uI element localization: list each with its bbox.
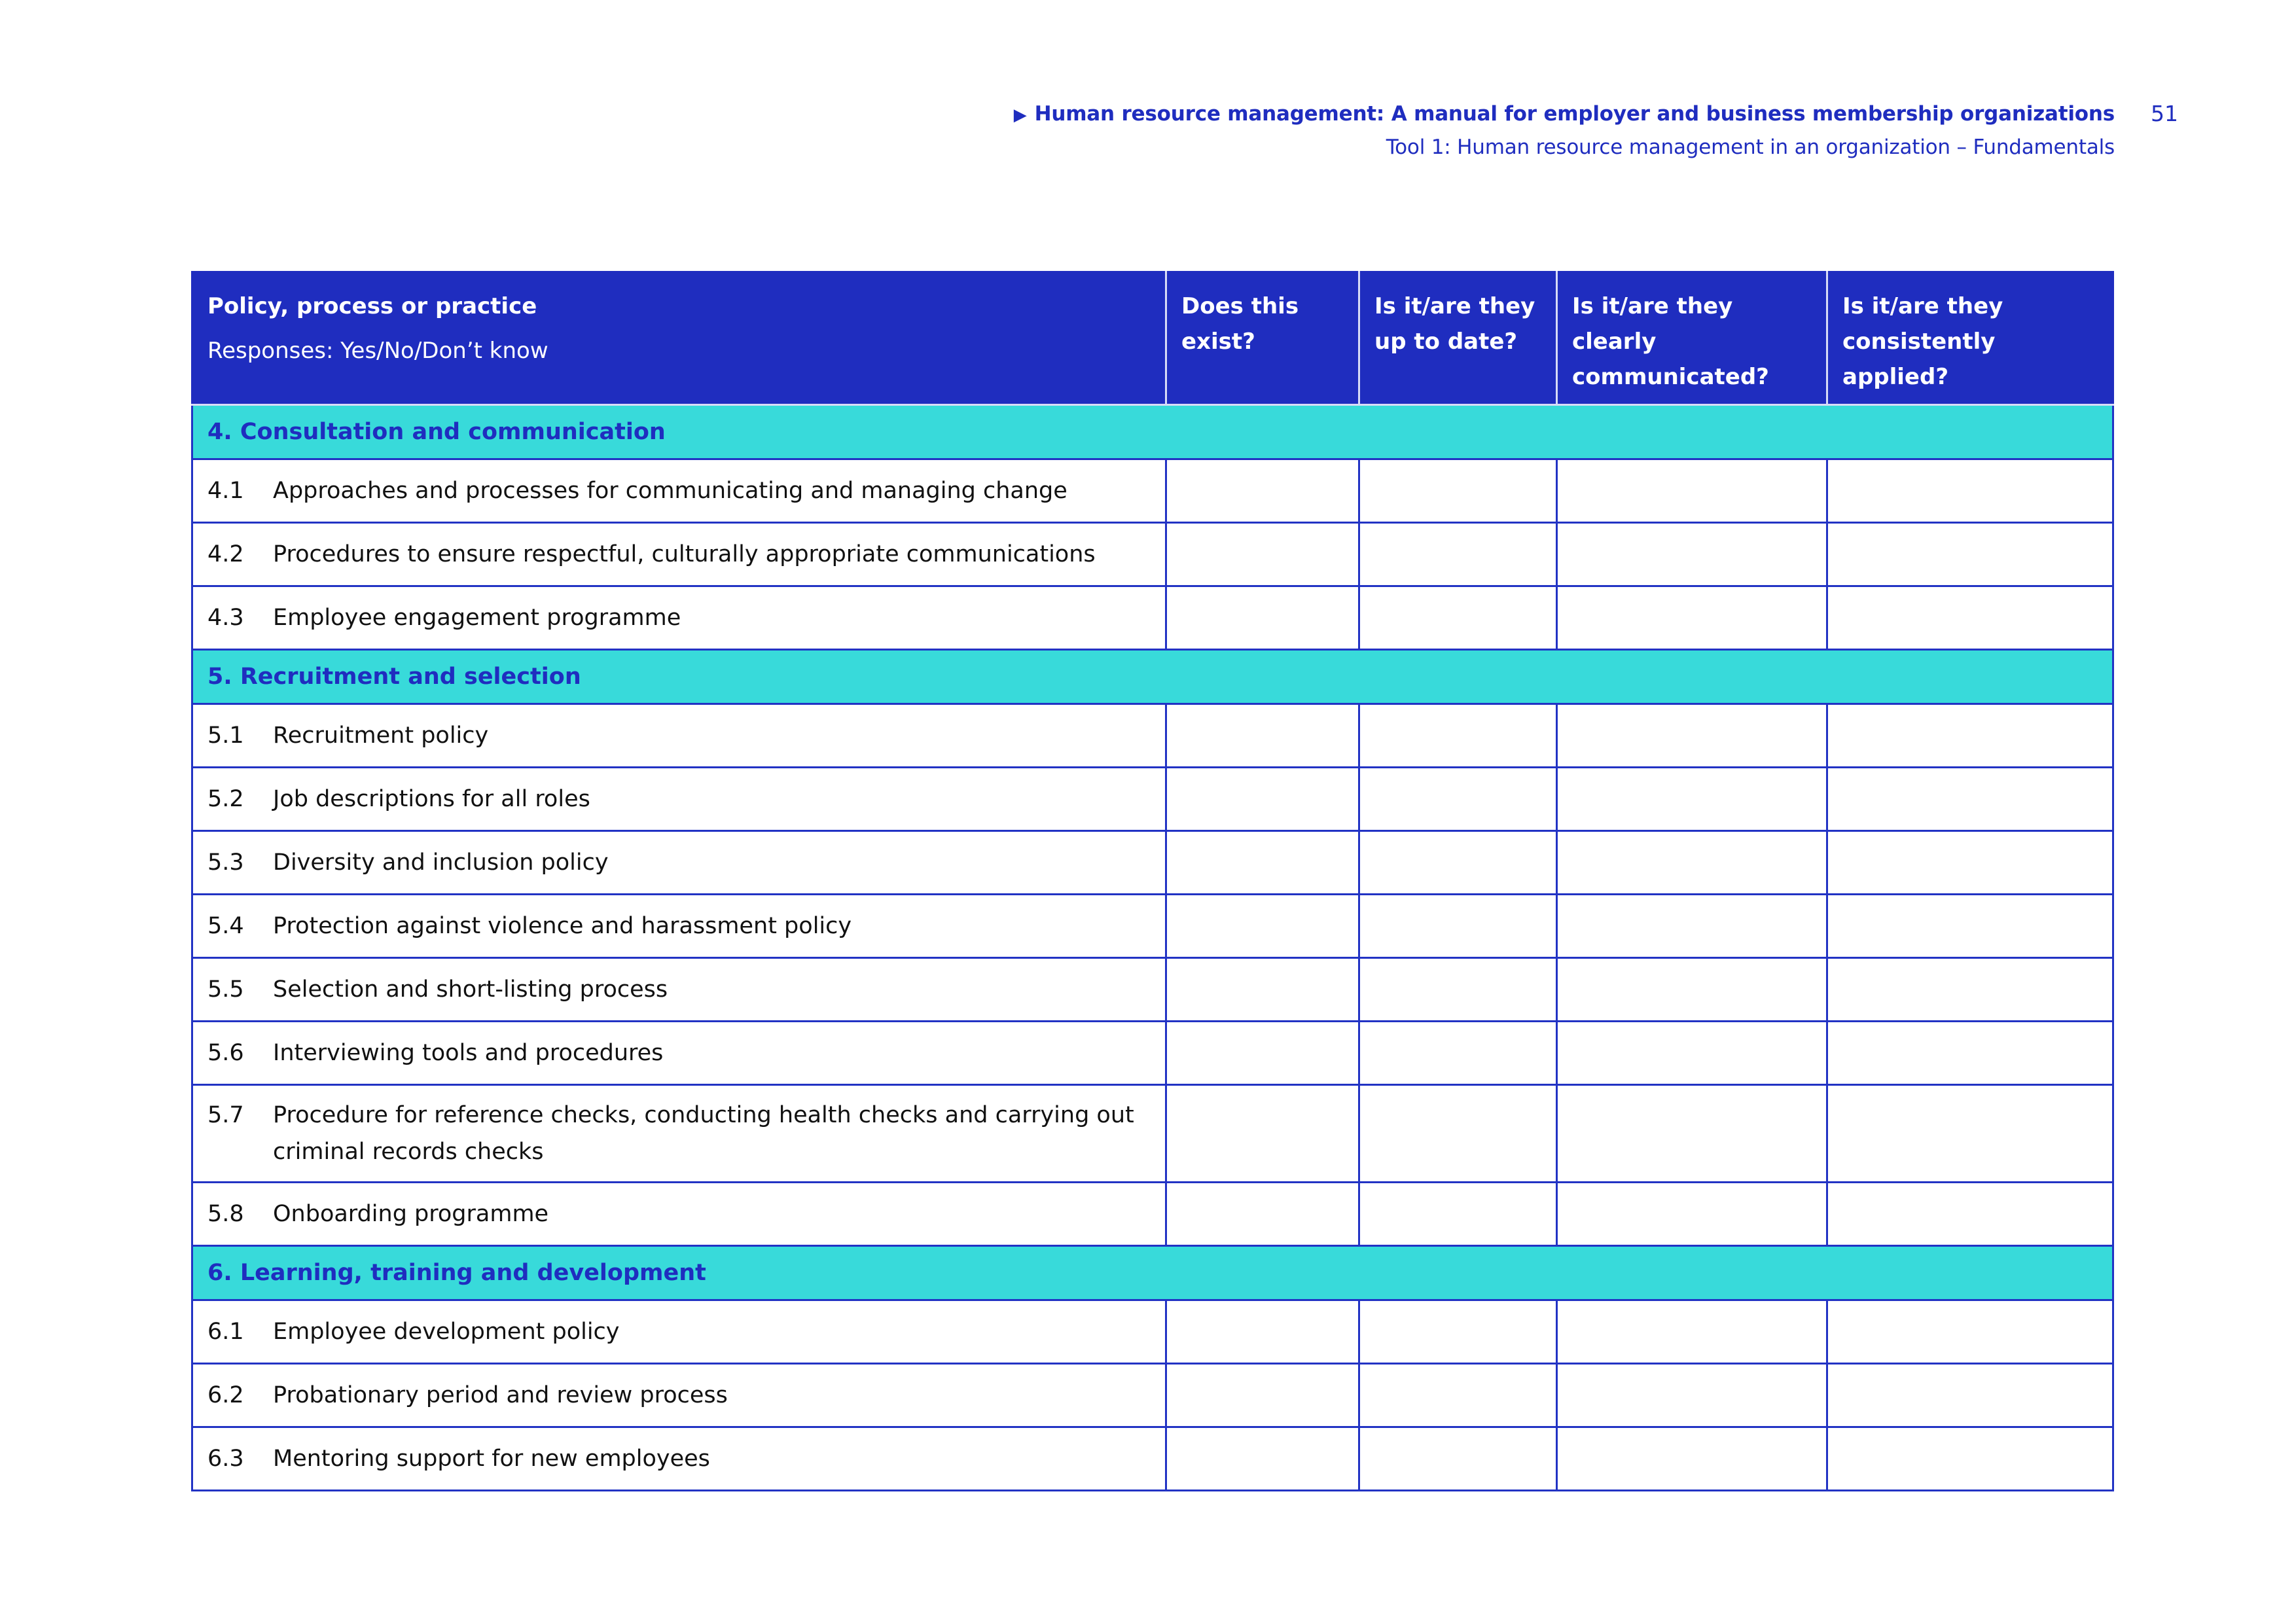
response-cell-exist[interactable] (1166, 704, 1359, 768)
table-body (192, 405, 2113, 1491)
response-cell-applied[interactable] (1827, 523, 2113, 586)
item-number: 4.1 (207, 478, 244, 504)
response-cell-up-to-date[interactable] (1359, 586, 1557, 650)
table-row (192, 1364, 2113, 1427)
response-cell-communicated[interactable] (1557, 1427, 1827, 1491)
table-row (192, 895, 2113, 958)
response-cell-communicated[interactable] (1557, 704, 1827, 768)
header-applied: Is it/are they consistently applied? (1827, 272, 2113, 405)
item-cell (192, 1364, 1166, 1427)
header-up-to-date: Is it/are they up to date? (1359, 272, 1557, 405)
item-number: 4.2 (207, 541, 244, 567)
item-text: Selection and short-listing process (273, 976, 668, 1003)
response-cell-communicated[interactable] (1557, 459, 1827, 523)
response-cell-communicated[interactable] (1557, 768, 1827, 831)
response-cell-communicated[interactable] (1557, 586, 1827, 650)
item-text: Interviewing tools and procedures (273, 1040, 664, 1066)
item-cell (192, 1022, 1166, 1085)
item-cell (192, 704, 1166, 768)
table-row (192, 1085, 2113, 1183)
item-number: 5.3 (207, 849, 244, 876)
item-text: Onboarding programme (273, 1201, 549, 1227)
item-text: Protection against violence and harassment policy (273, 913, 852, 939)
response-cell-up-to-date[interactable] (1359, 1022, 1557, 1085)
item-number: 4.3 (207, 605, 244, 631)
table-row (192, 1183, 2113, 1246)
item-cell (192, 958, 1166, 1022)
table-row (192, 704, 2113, 768)
item-text: Diversity and inclusion policy (273, 849, 609, 876)
header-responses: Responses: Yes/No/Don’t know (207, 338, 548, 364)
response-cell-applied[interactable] (1827, 831, 2113, 895)
response-cell-applied[interactable] (1827, 586, 2113, 650)
response-cell-exist[interactable] (1166, 1427, 1359, 1491)
section-title: 6. Learning, training and development (192, 1246, 2113, 1300)
item-number: 5.8 (207, 1201, 244, 1227)
response-cell-up-to-date[interactable] (1359, 1085, 1557, 1183)
response-cell-up-to-date[interactable] (1359, 704, 1557, 768)
item-cell (192, 1300, 1166, 1364)
table-row (192, 1427, 2113, 1491)
header-policy-title: Policy, process or practice (207, 293, 537, 319)
item-number: 6.3 (207, 1446, 244, 1472)
response-cell-applied[interactable] (1827, 1364, 2113, 1427)
response-cell-applied[interactable] (1827, 958, 2113, 1022)
response-cell-applied[interactable] (1827, 1085, 2113, 1183)
chapter-subtitle: Tool 1: Human resource management in an organization – Fundamentals (1386, 135, 2115, 160)
response-cell-communicated[interactable] (1557, 1364, 1827, 1427)
response-cell-exist[interactable] (1166, 831, 1359, 895)
table-row (192, 768, 2113, 831)
item-cell (192, 586, 1166, 650)
triangle-bullet-icon: ▶ (1013, 105, 1027, 125)
response-cell-up-to-date[interactable] (1359, 1183, 1557, 1246)
item-number: 6.1 (207, 1319, 244, 1345)
item-cell (192, 1085, 1166, 1183)
item-text: Procedures to ensure respectful, culturally appropriate communications (273, 541, 1096, 567)
item-cell (192, 459, 1166, 523)
response-cell-exist[interactable] (1166, 768, 1359, 831)
response-cell-communicated[interactable] (1557, 1300, 1827, 1364)
response-cell-up-to-date[interactable] (1359, 1427, 1557, 1491)
section-title: 4. Consultation and communication (192, 405, 2113, 459)
item-cell (192, 831, 1166, 895)
item-number: 5.6 (207, 1040, 244, 1066)
table-row (192, 958, 2113, 1022)
response-cell-exist[interactable] (1166, 1085, 1359, 1183)
table-row (192, 831, 2113, 895)
response-cell-exist[interactable] (1166, 1300, 1359, 1364)
item-text: Probationary period and review process (273, 1382, 728, 1408)
response-cell-communicated[interactable] (1557, 1085, 1827, 1183)
table-row (192, 586, 2113, 650)
response-cell-up-to-date[interactable] (1359, 895, 1557, 958)
response-cell-applied[interactable] (1827, 1427, 2113, 1491)
item-cell (192, 895, 1166, 958)
page-number: 51 (2151, 101, 2178, 126)
item-text: Procedure for reference checks, conducting health checks and carrying out criminal records checks (273, 1102, 1134, 1165)
response-cell-up-to-date[interactable] (1359, 459, 1557, 523)
item-text: Job descriptions for all roles (273, 786, 590, 812)
section-row (192, 1246, 2113, 1300)
response-cell-applied[interactable] (1827, 1300, 2113, 1364)
item-text: Approaches and processes for communicating and managing change (273, 478, 1067, 504)
response-cell-applied[interactable] (1827, 1022, 2113, 1085)
response-cell-up-to-date[interactable] (1359, 768, 1557, 831)
response-cell-communicated[interactable] (1557, 958, 1827, 1022)
response-cell-communicated[interactable] (1557, 523, 1827, 586)
item-cell (192, 1183, 1166, 1246)
table-row (192, 459, 2113, 523)
response-cell-up-to-date[interactable] (1359, 831, 1557, 895)
table-row (192, 1300, 2113, 1364)
item-text: Recruitment policy (273, 722, 489, 749)
item-cell (192, 523, 1166, 586)
running-header (1014, 102, 2115, 160)
response-cell-applied[interactable] (1827, 895, 2113, 958)
response-cell-exist[interactable] (1166, 586, 1359, 650)
table-row (192, 523, 2113, 586)
document-title (1014, 102, 2115, 126)
section-title: 5. Recruitment and selection (192, 650, 2113, 704)
item-cell (192, 1427, 1166, 1491)
response-cell-communicated[interactable] (1557, 895, 1827, 958)
checklist-table (191, 271, 2114, 1491)
header-communicated: Is it/are they clearly communicated? (1557, 272, 1827, 405)
response-cell-exist[interactable] (1166, 895, 1359, 958)
response-cell-exist[interactable] (1166, 1364, 1359, 1427)
section-row (192, 650, 2113, 704)
response-cell-up-to-date[interactable] (1359, 523, 1557, 586)
header-exist: Does this exist? (1166, 272, 1359, 405)
response-cell-communicated[interactable] (1557, 831, 1827, 895)
section-row (192, 405, 2113, 459)
item-number: 5.5 (207, 976, 244, 1003)
header-policy (192, 272, 1166, 405)
table-row (192, 1022, 2113, 1085)
response-cell-applied[interactable] (1827, 704, 2113, 768)
response-cell-communicated[interactable] (1557, 1022, 1827, 1085)
item-number: 6.2 (207, 1382, 244, 1408)
item-text: Mentoring support for new employees (273, 1446, 710, 1472)
response-cell-up-to-date[interactable] (1359, 1300, 1557, 1364)
item-number: 5.1 (207, 722, 244, 749)
item-number: 5.7 (207, 1102, 244, 1128)
item-cell (192, 768, 1166, 831)
item-text: Employee development policy (273, 1319, 620, 1345)
response-cell-applied[interactable] (1827, 459, 2113, 523)
response-cell-up-to-date[interactable] (1359, 958, 1557, 1022)
response-cell-exist[interactable] (1166, 523, 1359, 586)
response-cell-exist[interactable] (1166, 1022, 1359, 1085)
response-cell-applied[interactable] (1827, 1183, 2113, 1246)
item-number: 5.4 (207, 913, 244, 939)
response-cell-up-to-date[interactable] (1359, 1364, 1557, 1427)
item-text: Employee engagement programme (273, 605, 681, 631)
document-title-text: Human resource management: A manual for employer and business membership organizations (1034, 102, 2115, 126)
response-cell-exist[interactable] (1166, 958, 1359, 1022)
response-cell-exist[interactable] (1166, 459, 1359, 523)
response-cell-applied[interactable] (1827, 768, 2113, 831)
table-header-row (192, 272, 2113, 405)
item-number: 5.2 (207, 786, 244, 812)
response-cell-communicated[interactable] (1557, 1183, 1827, 1246)
response-cell-exist[interactable] (1166, 1183, 1359, 1246)
